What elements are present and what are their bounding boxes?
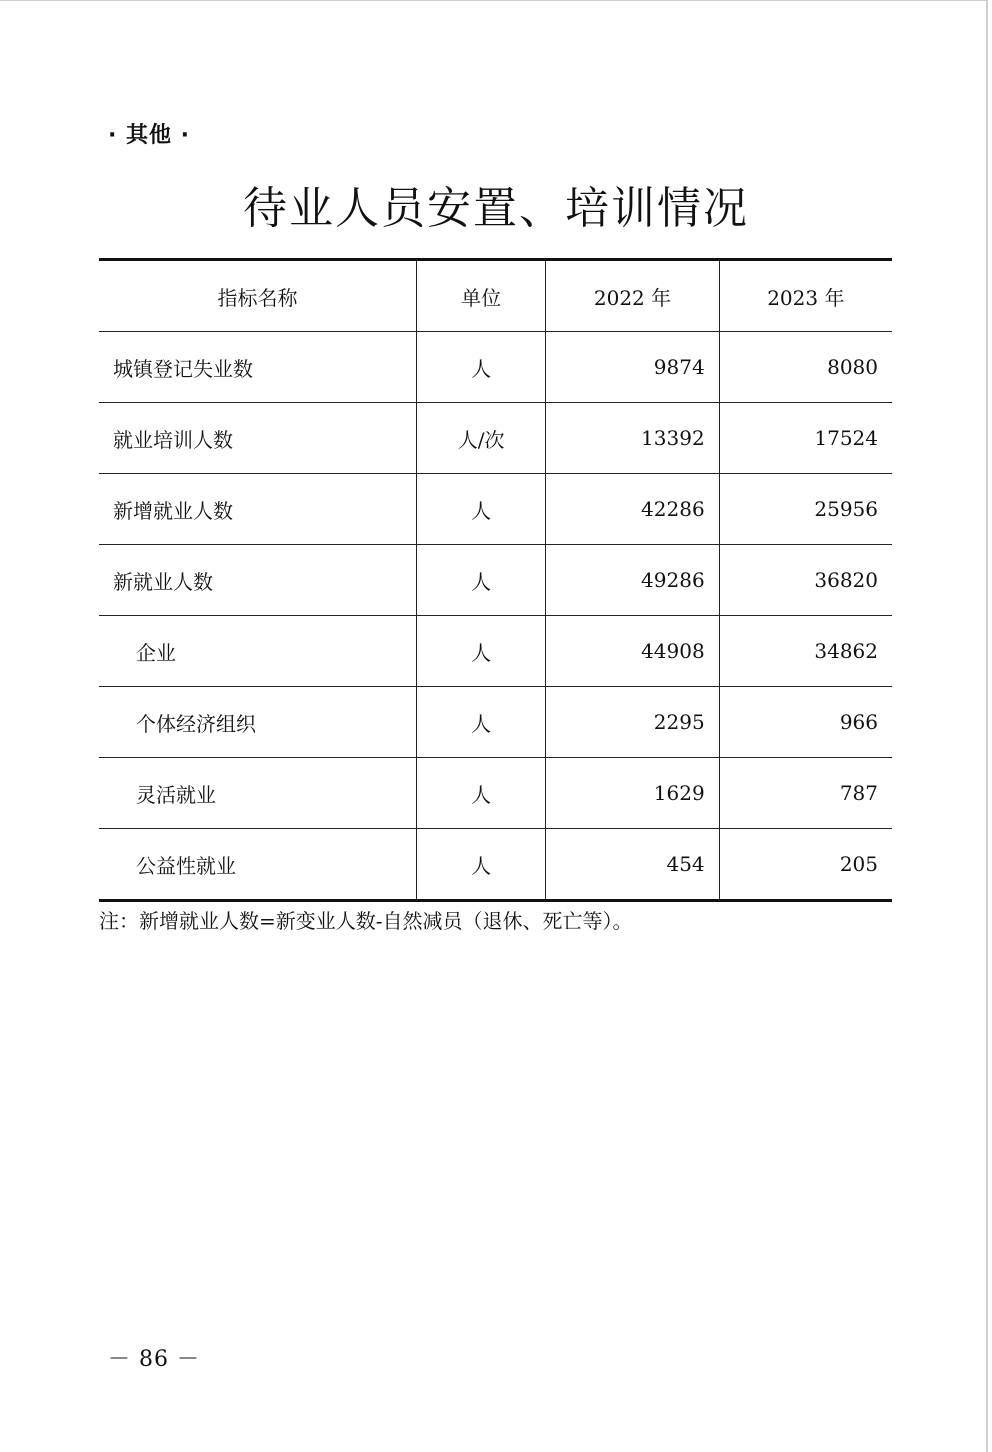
header-2023: 2023 年	[719, 260, 892, 332]
row-value-2023: 17524	[719, 403, 892, 474]
table-row	[99, 403, 892, 474]
row-value-2023: 25956	[719, 474, 892, 545]
table-row	[99, 616, 892, 687]
row-value-2022: 2295	[546, 687, 719, 758]
row-value-2023: 36820	[719, 545, 892, 616]
row-unit: 人/次	[416, 403, 545, 474]
row-value-2023: 966	[719, 687, 892, 758]
header-unit: 单位	[416, 260, 545, 332]
row-value-2023: 787	[719, 758, 892, 829]
row-name: 公益性就业	[99, 829, 416, 901]
row-value-2022: 454	[546, 829, 719, 901]
row-name: 新增就业人数	[99, 474, 416, 545]
row-value-2022: 9874	[546, 332, 719, 403]
table-row	[99, 332, 892, 403]
row-value-2022: 44908	[546, 616, 719, 687]
row-name: 灵活就业	[99, 758, 416, 829]
employment-table	[99, 258, 892, 902]
row-value-2022: 1629	[546, 758, 719, 829]
row-value-2023: 8080	[719, 332, 892, 403]
row-name: 个体经济组织	[99, 687, 416, 758]
header-indicator-name: 指标名称	[99, 260, 416, 332]
table-row	[99, 758, 892, 829]
row-name: 就业培训人数	[99, 403, 416, 474]
table-row	[99, 829, 892, 901]
row-unit: 人	[416, 829, 545, 901]
row-name: 新就业人数	[99, 545, 416, 616]
row-unit: 人	[416, 758, 545, 829]
row-value-2022: 42286	[546, 474, 719, 545]
page-title: 待业人员安置、培训情况	[243, 183, 749, 234]
row-unit: 人	[416, 545, 545, 616]
table-row	[99, 687, 892, 758]
row-value-2022: 13392	[546, 403, 719, 474]
row-name: 企业	[99, 616, 416, 687]
row-unit: 人	[416, 687, 545, 758]
row-value-2023: 205	[719, 829, 892, 901]
row-name: 城镇登记失业数	[99, 332, 416, 403]
row-unit: 人	[416, 474, 545, 545]
page-number: － 86 －	[108, 1347, 200, 1372]
row-value-2022: 49286	[546, 545, 719, 616]
row-unit: 人	[416, 616, 545, 687]
table-row	[99, 545, 892, 616]
row-unit: 人	[416, 332, 545, 403]
section-label: · 其他 ·	[108, 123, 191, 148]
header-2022: 2022 年	[546, 260, 719, 332]
table-row	[99, 474, 892, 545]
table-header-row	[99, 260, 892, 332]
table-footnote: 注：新增就业人数=新变业人数-自然减员（退休、死亡等）。	[99, 909, 633, 933]
row-value-2023: 34862	[719, 616, 892, 687]
